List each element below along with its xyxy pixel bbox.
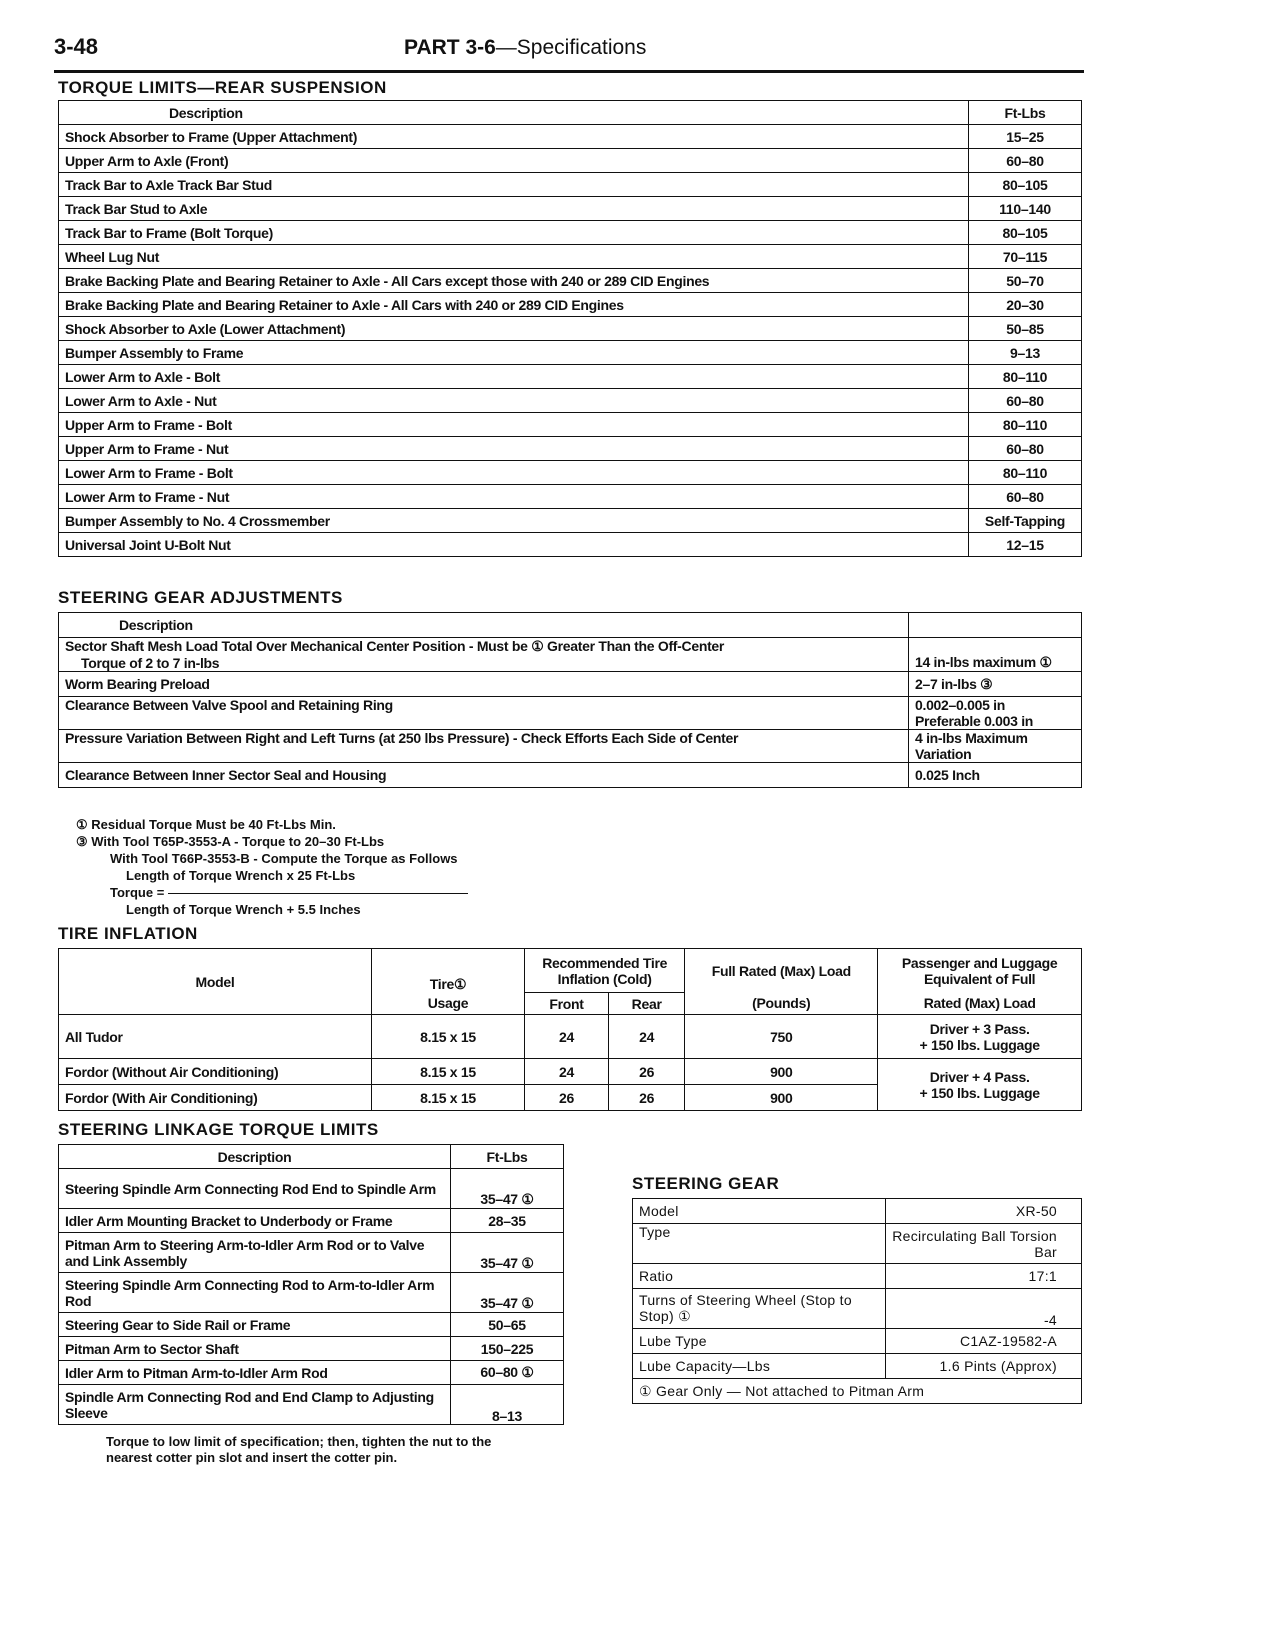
linkage-table (58, 1144, 564, 1425)
table-row (59, 1385, 564, 1425)
value-cell: 20–30 (969, 293, 1082, 317)
table-header-row (59, 1145, 564, 1169)
table-row (59, 763, 1082, 788)
page-number: 3-48 (54, 34, 99, 59)
rear-cell: 26 (609, 1059, 685, 1085)
desc-cell: Lower Arm to Frame - Nut (59, 485, 969, 509)
torque-limits-heading: TORQUE LIMITS—REAR SUSPENSION (58, 78, 387, 97)
value-cell: Recirculating Ball Torsion Bar (885, 1224, 1081, 1264)
desc-cell: Shock Absorber to Frame (Upper Attachment) (59, 125, 969, 149)
column-header: Recommended Tire Inflation (Cold) (525, 949, 685, 993)
column-header: Description (59, 1145, 451, 1169)
column-header: Description (59, 101, 969, 125)
page-title: PART 3-6—Specifications (404, 36, 647, 59)
table-row (59, 245, 1082, 269)
desc-cell: Bumper Assembly to Frame (59, 341, 969, 365)
table-header-row (59, 101, 1082, 125)
table-row (59, 697, 1082, 730)
desc-cell: Brake Backing Plate and Bearing Retainer to Axle - All Cars with 240 or 289 CID Engines (59, 293, 969, 317)
value-cell: 60–80 (969, 149, 1082, 173)
table-row (633, 1224, 1082, 1264)
column-header: Description (59, 613, 909, 638)
column-header (909, 613, 1082, 638)
table-row (59, 293, 1082, 317)
tire-inflation-table (58, 948, 1082, 1111)
note: ③ With Tool T65P-3553-A - Torque to 20–30 Ft-Lbs (76, 834, 385, 849)
desc-cell: Upper Arm to Frame - Nut (59, 437, 969, 461)
value-cell: 0.025 Inch (909, 763, 1082, 788)
column-header: Ft-Lbs (969, 101, 1082, 125)
value-cell: 80–110 (969, 461, 1082, 485)
value-cell: 4 in-lbs Maximum Variation (909, 730, 1082, 763)
desc-cell: Lower Arm to Axle - Bolt (59, 365, 969, 389)
value-cell: 12–15 (969, 533, 1082, 557)
desc-cell: Track Bar to Axle Track Bar Stud (59, 173, 969, 197)
value-cell: 80–105 (969, 221, 1082, 245)
model-cell: Fordor (Without Air Conditioning) (59, 1059, 372, 1085)
table-row (59, 1059, 1082, 1085)
header-rule (54, 70, 1084, 73)
value-cell: 0.002–0.005 in Preferable 0.003 in (909, 697, 1082, 730)
column-header: Passenger and Luggage Equivalent of Full (878, 949, 1082, 993)
label-cell: Model (633, 1199, 886, 1224)
steering-gear-heading: STEERING GEAR (632, 1174, 780, 1193)
table-row (59, 1169, 564, 1209)
desc-cell: Upper Arm to Axle (Front) (59, 149, 969, 173)
table-row (59, 1313, 564, 1337)
desc-cell: Pitman Arm to Steering Arm-to-Idler Arm Rod or to Valve and Link Assembly (59, 1233, 451, 1273)
desc-cell: Brake Backing Plate and Bearing Retainer to Axle - All Cars except those with 240 or 289 CID Engines (59, 269, 969, 293)
linkage-footnote: Torque to low limit of specification; then, tighten the nut to the nearest cotter pin slot and insert the cotter pin. (106, 1434, 492, 1465)
desc-cell: Pressure Variation Between Right and Left Turns (at 250 lbs Pressure) - Check Efforts Each Side of Center (59, 730, 909, 763)
table-row (59, 1273, 564, 1313)
table-row (59, 173, 1082, 197)
tire-inflation-heading: TIRE INFLATION (58, 924, 198, 943)
desc-cell: Wheel Lug Nut (59, 245, 969, 269)
table-row (59, 509, 1082, 533)
desc-cell: Lower Arm to Axle - Nut (59, 389, 969, 413)
desc-cell: Universal Joint U-Bolt Nut (59, 533, 969, 557)
value-cell: 35–47 ① (451, 1233, 564, 1273)
value-cell: Self-Tapping (969, 509, 1082, 533)
note: Length of Torque Wrench x 25 Ft-Lbs (126, 868, 356, 883)
value-cell: 35–47 ① (451, 1273, 564, 1313)
table-row (59, 389, 1082, 413)
table-row (59, 1233, 564, 1273)
value-cell: 60–80 (969, 485, 1082, 509)
label-cell: Turns of Steering Wheel (Stop to Stop) ① (633, 1289, 886, 1329)
note: ① Residual Torque Must be 40 Ft-Lbs Min. (76, 817, 336, 832)
tire-cell: 8.15 x 15 (372, 1085, 525, 1111)
rear-cell: 26 (609, 1085, 685, 1111)
value-cell: 80–110 (969, 365, 1082, 389)
desc-cell: Upper Arm to Frame - Bolt (59, 413, 969, 437)
adjustment-notes (76, 816, 468, 918)
table-row (59, 221, 1082, 245)
table-row (59, 341, 1082, 365)
table-row (59, 672, 1082, 697)
column-header: Usage (372, 993, 525, 1015)
value-cell: 50–85 (969, 317, 1082, 341)
table-row (59, 413, 1082, 437)
table-row (59, 485, 1082, 509)
value-cell: 50–65 (451, 1313, 564, 1337)
value-cell: 50–70 (969, 269, 1082, 293)
table-row (59, 638, 1082, 672)
load-cell: 900 (685, 1085, 878, 1111)
front-cell: 24 (525, 1015, 609, 1059)
torque-formula: Torque = (76, 884, 468, 901)
desc-cell: Track Bar Stud to Axle (59, 197, 969, 221)
table-row (59, 1209, 564, 1233)
table-row (633, 1379, 1082, 1404)
desc-cell: Lower Arm to Frame - Bolt (59, 461, 969, 485)
table-row (633, 1329, 1082, 1354)
column-header: Full Rated (Max) Load (685, 949, 878, 993)
table-row (59, 1361, 564, 1385)
table-row (633, 1199, 1082, 1224)
column-header: Model (59, 949, 372, 1015)
value-cell: C1AZ-19582-A (885, 1329, 1081, 1354)
passenger-cell: Driver + 4 Pass. + 150 lbs. Luggage (878, 1059, 1082, 1111)
value-cell: 15–25 (969, 125, 1082, 149)
desc-cell: Track Bar to Frame (Bolt Torque) (59, 221, 969, 245)
tire-cell: 8.15 x 15 (372, 1015, 525, 1059)
table-row (633, 1289, 1082, 1329)
table-row (59, 1015, 1082, 1059)
table-row (59, 730, 1082, 763)
table-row (59, 197, 1082, 221)
value-cell: 28–35 (451, 1209, 564, 1233)
steering-adjustments-heading: STEERING GEAR ADJUSTMENTS (58, 588, 343, 607)
rear-cell: 24 (609, 1015, 685, 1059)
column-header: Tire① (372, 949, 525, 993)
column-header: Ft-Lbs (451, 1145, 564, 1169)
table-row (59, 533, 1082, 557)
table-row (633, 1264, 1082, 1289)
desc-cell: Clearance Between Inner Sector Seal and Housing (59, 763, 909, 788)
value-cell: 110–140 (969, 197, 1082, 221)
value-cell: 2–7 in-lbs ③ (909, 672, 1082, 697)
value-cell: 80–105 (969, 173, 1082, 197)
label-cell: Type (633, 1224, 886, 1264)
steering-adjustments-table (58, 612, 1082, 788)
front-cell: 26 (525, 1085, 609, 1111)
steering-gear-table (632, 1198, 1082, 1404)
value-cell: 150–225 (451, 1337, 564, 1361)
torque-limits-table (58, 100, 1082, 557)
label-cell: Ratio (633, 1264, 886, 1289)
desc-cell: Worm Bearing Preload (59, 672, 909, 697)
value-cell: 17:1 (885, 1264, 1081, 1289)
table-row (59, 125, 1082, 149)
value-cell: 70–115 (969, 245, 1082, 269)
model-cell: All Tudor (59, 1015, 372, 1059)
value-cell: XR-50 (885, 1199, 1081, 1224)
column-header: (Pounds) (685, 993, 878, 1015)
load-cell: 750 (685, 1015, 878, 1059)
model-cell: Fordor (With Air Conditioning) (59, 1085, 372, 1111)
value-cell: 9–13 (969, 341, 1082, 365)
tire-cell: 8.15 x 15 (372, 1059, 525, 1085)
table-row (59, 437, 1082, 461)
load-cell: 900 (685, 1059, 878, 1085)
desc-cell: Spindle Arm Connecting Rod and End Clamp to Adjusting Sleeve (59, 1385, 451, 1425)
label-cell: Lube Type (633, 1329, 886, 1354)
table-row (59, 269, 1082, 293)
desc-cell: Shock Absorber to Axle (Lower Attachment) (59, 317, 969, 341)
note: Length of Torque Wrench + 5.5 Inches (126, 902, 361, 917)
value-cell: 14 in-lbs maximum ① (909, 638, 1082, 672)
column-header: Front (525, 993, 609, 1015)
value-cell: 1.6 Pints (Approx) (885, 1354, 1081, 1379)
table-header-row (59, 949, 1082, 993)
table-row (59, 317, 1082, 341)
table-row (59, 365, 1082, 389)
desc-cell: Clearance Between Valve Spool and Retaining Ring (59, 697, 909, 730)
desc-cell: Bumper Assembly to No. 4 Crossmember (59, 509, 969, 533)
note: With Tool T66P-3553-B - Compute the Torque as Follows (110, 851, 458, 866)
value-cell: 35–47 ① (451, 1169, 564, 1209)
desc-cell: Steering Spindle Arm Connecting Rod to Arm-to-Idler Arm Rod (59, 1273, 451, 1313)
column-header: Rated (Max) Load (878, 993, 1082, 1015)
label-cell: Lube Capacity—Lbs (633, 1354, 886, 1379)
value-cell: 8–13 (451, 1385, 564, 1425)
table-row (59, 461, 1082, 485)
note-cell: ① Gear Only — Not attached to Pitman Arm (633, 1379, 1082, 1404)
desc-cell: Idler Arm to Pitman Arm-to-Idler Arm Rod (59, 1361, 451, 1385)
value-cell: 60–80 (969, 437, 1082, 461)
value-cell: 60–80 (969, 389, 1082, 413)
desc-cell: Pitman Arm to Sector Shaft (59, 1337, 451, 1361)
value-cell: 60–80 ① (451, 1361, 564, 1385)
table-row (59, 1337, 564, 1361)
passenger-cell: Driver + 3 Pass. + 150 lbs. Luggage (878, 1015, 1082, 1059)
linkage-heading: STEERING LINKAGE TORQUE LIMITS (58, 1120, 379, 1139)
table-row (59, 149, 1082, 173)
table-header-row (59, 613, 1082, 638)
value-cell: -4 (885, 1289, 1081, 1329)
value-cell: 80–110 (969, 413, 1082, 437)
desc-cell: Steering Gear to Side Rail or Frame (59, 1313, 451, 1337)
desc-cell: Idler Arm Mounting Bracket to Underbody or Frame (59, 1209, 451, 1233)
front-cell: 24 (525, 1059, 609, 1085)
desc-cell: Steering Spindle Arm Connecting Rod End to Spindle Arm (59, 1169, 451, 1209)
fraction-line (168, 893, 468, 895)
column-header: Rear (609, 993, 685, 1015)
desc-cell: Sector Shaft Mesh Load Total Over Mechanical Center Position - Must be ① Greater Than the Off-Center Torque of 2 to 7 in-lbs (59, 638, 909, 672)
table-row (633, 1354, 1082, 1379)
